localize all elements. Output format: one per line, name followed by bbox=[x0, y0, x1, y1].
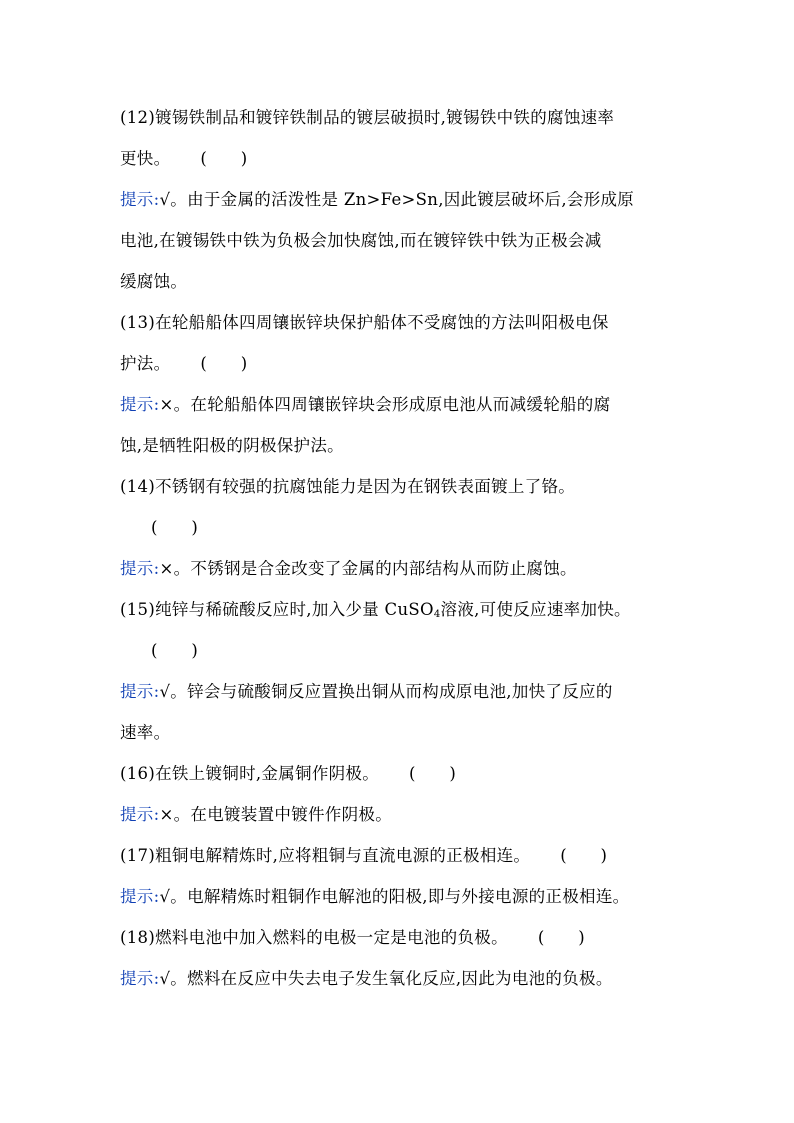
hint-16-line-1 bbox=[120, 794, 680, 835]
hint-17-text: √。电解精炼时粗铜作电解池的阳极,即与外接电源的正极相连。 bbox=[159, 887, 630, 906]
question-18-line-1 bbox=[120, 917, 680, 958]
hint-15-line-1 bbox=[120, 671, 680, 712]
answer-blank-18: ( ) bbox=[537, 928, 585, 947]
hint-label: 提示: bbox=[120, 559, 160, 578]
hint-14-text: ×。不锈钢是合金改变了金属的内部结构从而防止腐蚀。 bbox=[159, 559, 577, 578]
hint-15-text-cont: 速率。 bbox=[120, 723, 171, 742]
answer-blank-15: ( ) bbox=[151, 641, 199, 660]
question-15-line-1 bbox=[120, 589, 680, 630]
hint-13-text-cont: 蚀,是牺牲阳极的阴极保护法。 bbox=[120, 436, 344, 455]
question-14-text: (14)不锈钢有较强的抗腐蚀能力是因为在钢铁表面镀上了铬。 bbox=[120, 477, 576, 496]
answer-blank-13: ( ) bbox=[200, 354, 248, 373]
question-13-text: (13)在轮船船体四周镶嵌锌块保护船体不受腐蚀的方法叫阳极电保 bbox=[120, 313, 609, 332]
question-15-text-rest: 溶液,可使反应速率加快。 bbox=[440, 600, 631, 619]
hint-17-line-1 bbox=[120, 876, 680, 917]
question-17-text: (17)粗铜电解精炼时,应将粗铜与直流电源的正极相连。 bbox=[120, 846, 531, 865]
question-13-text-cont: 护法。 bbox=[120, 354, 171, 373]
hint-15-text: √。锌会与硫酸铜反应置换出铜从而构成原电池,加快了反应的 bbox=[159, 682, 613, 701]
question-12-line-1 bbox=[120, 97, 680, 138]
question-12-text-cont: 更快。 bbox=[120, 149, 171, 168]
question-16-line-1 bbox=[120, 753, 680, 794]
question-15-subscript: 4 bbox=[433, 609, 441, 620]
hint-label: 提示: bbox=[120, 190, 160, 209]
hint-12-line-1 bbox=[120, 179, 680, 220]
hint-16-text: ×。在电镀装置中镀件作阴极。 bbox=[159, 805, 392, 824]
hint-label: 提示: bbox=[120, 395, 160, 414]
hint-12-text-end: 缓腐蚀。 bbox=[120, 272, 188, 291]
hint-18-line-1 bbox=[120, 958, 680, 999]
question-18-text: (18)燃料电池中加入燃料的电极一定是电池的负极。 bbox=[120, 928, 508, 947]
hint-label: 提示: bbox=[120, 969, 160, 988]
question-12-line-2 bbox=[120, 138, 680, 179]
answer-blank-17: ( ) bbox=[560, 846, 608, 865]
hint-13-line-1 bbox=[120, 384, 680, 425]
hint-label: 提示: bbox=[120, 682, 160, 701]
hint-label: 提示: bbox=[120, 887, 160, 906]
question-13-line-1 bbox=[120, 302, 680, 343]
answer-blank-16: ( ) bbox=[409, 764, 457, 783]
answer-blank-12: ( ) bbox=[200, 149, 248, 168]
question-17-line-1 bbox=[120, 835, 680, 876]
question-15-line-2 bbox=[120, 630, 680, 671]
hint-12-line-3 bbox=[120, 261, 680, 302]
hint-12-line-2 bbox=[120, 220, 680, 261]
question-16-text: (16)在铁上镀铜时,金属铜作阴极。 bbox=[120, 764, 380, 783]
hint-13-text: ×。在轮船船体四周镶嵌锌块会形成原电池从而减缓轮船的腐 bbox=[159, 395, 611, 414]
hint-12-text: √。由于金属的活泼性是 Zn>Fe>Sn,因此镀层破坏后,会形成原 bbox=[159, 190, 635, 209]
hint-18-text: √。燃料在反应中失去电子发生氧化反应,因此为电池的负极。 bbox=[159, 969, 613, 988]
question-14-line-2 bbox=[120, 507, 680, 548]
hint-12-text-cont: 电池,在镀锡铁中铁为负极会加快腐蚀,而在镀锌铁中铁为正极会减 bbox=[120, 231, 602, 250]
hint-13-line-2 bbox=[120, 425, 680, 466]
document-page bbox=[120, 97, 680, 999]
question-14-line-1 bbox=[120, 466, 680, 507]
answer-blank-14: ( ) bbox=[151, 518, 199, 537]
question-12-text: (12)镀锡铁制品和镀锌铁制品的镀层破损时,镀锡铁中铁的腐蚀速率 bbox=[120, 108, 615, 127]
hint-14-line-1 bbox=[120, 548, 680, 589]
hint-label: 提示: bbox=[120, 805, 160, 824]
hint-15-line-2 bbox=[120, 712, 680, 753]
question-13-line-2 bbox=[120, 343, 680, 384]
question-15-text: (15)纯锌与稀硫酸反应时,加入少量 CuSO bbox=[120, 600, 434, 619]
